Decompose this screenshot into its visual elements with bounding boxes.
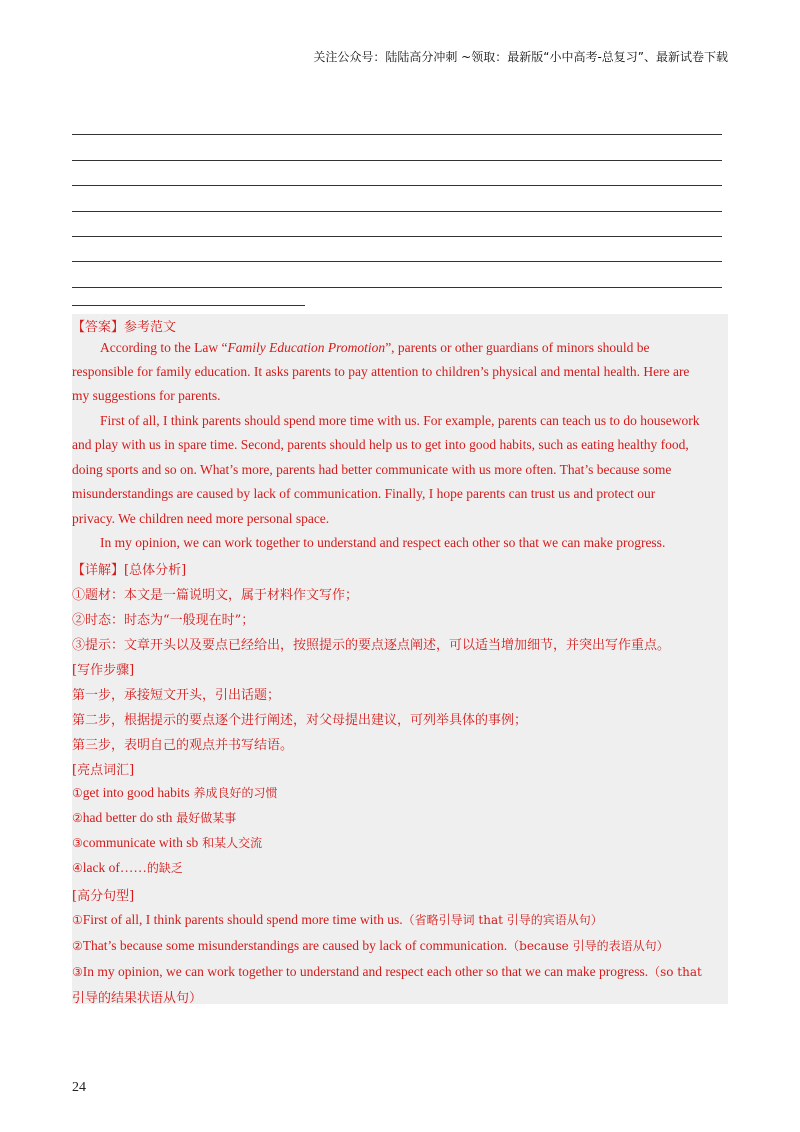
phrase-en: had better do sth [82, 810, 173, 825]
item-number: ③ [72, 965, 83, 979]
page-number: 24 [72, 1080, 86, 1095]
sentence-en: First of all, I think parents should spend more time with us. [82, 912, 403, 927]
vocab-item [72, 784, 277, 801]
essay-line: responsible for family education. It asks parents to pay attention to children’s physical and mental health. Here are [72, 364, 690, 379]
sentence-item [72, 911, 603, 928]
essay-line: misunderstandings are caused by lack of communication. Finally, I hope parents can trust us and protect our [72, 486, 656, 501]
writing-line [72, 262, 722, 287]
essay-line: privacy. We children need more personal space. [72, 511, 330, 526]
essay-line [72, 340, 650, 356]
sentence-note: （so that [648, 965, 702, 979]
phrase-cn: 和某人交流 [198, 836, 263, 850]
answer-section [72, 314, 728, 1004]
writing-line [72, 186, 722, 211]
essay-line: my suggestions for parents. [72, 388, 221, 403]
writing-line [72, 135, 722, 160]
detail-item: ①题材：本文是一篇说明文，属于材料作文写作； [72, 588, 359, 603]
phrase-cn: 最好做某事 [172, 811, 237, 825]
step-item: 第三步，表明自己的观点并书写结语。 [72, 738, 294, 753]
answer-heading: 【答案】参考范文 [72, 320, 177, 335]
detail-item: ②时态：时态为“一般现在时”； [72, 613, 255, 628]
essay-text: ”, parents or other guardians of minors should be [385, 340, 650, 355]
law-title: Family Education Promotion [227, 340, 386, 355]
phrase-cn: 的缺乏 [146, 861, 183, 875]
item-number: ④ [72, 861, 83, 875]
writing-line [72, 110, 722, 135]
essay-line: In my opinion, we can work together to understand and respect each other so that we can make progress. [100, 535, 666, 550]
sentence-en: In my opinion, we can work together to understand and respect each other so that we can make progress. [82, 964, 649, 979]
essay-line: doing sports and so on. What’s more, parents had better communicate with us more often. That’s because some [72, 462, 672, 477]
item-number: ② [72, 811, 83, 825]
steps-heading: [写作步骤] [72, 663, 135, 678]
sentence-item [72, 937, 669, 954]
page-header: 关注公众号：陆陆高分冲刺 ~领取：最新版“小中高考-总复习”、最新试卷下载 [313, 50, 728, 64]
sentence-heading: [高分句型] [72, 889, 135, 904]
item-number: ③ [72, 836, 83, 850]
detail-item: ③提示：文章开头以及要点已经给出，按照提示的要点逐点阐述，可以适当增加细节，并突出写作重点。 [72, 638, 671, 653]
phrase-en: get into good habits [82, 785, 190, 800]
phrase-en: lack of…… [82, 860, 147, 875]
essay-line: First of all, I think parents should spend more time with us. For example, parents can teach us to do housework [100, 413, 700, 428]
vocab-item [72, 809, 236, 826]
step-item: 第一步，承接短文开头，引出话题； [72, 688, 281, 703]
sentence-note: （because 引导的表语从句） [507, 939, 669, 953]
vocab-item [72, 859, 183, 876]
phrase-cn: 养成良好的习惯 [189, 786, 278, 800]
item-number: ① [72, 913, 83, 927]
writing-line [72, 212, 722, 237]
sentence-note-continued: 引导的结果状语从句） [72, 991, 203, 1006]
phrase-en: communicate with sb [82, 835, 199, 850]
item-number: ① [72, 786, 83, 800]
sentence-en: That’s because some misunderstandings are caused by lack of communication. [82, 938, 508, 953]
step-item: 第二步，根据提示的要点逐个进行阐述，对父母提出建议，可列举具体的事例； [72, 713, 528, 728]
vocab-item [72, 834, 262, 851]
sentence-note: （省略引导词 that 引导的宾语从句） [402, 913, 603, 927]
detail-heading: 【详解】[总体分析] [72, 563, 187, 578]
essay-text: According to the Law “ [100, 340, 228, 355]
vocab-heading: [亮点词汇] [72, 763, 135, 778]
sentence-item [72, 963, 702, 980]
separator-line [72, 305, 305, 306]
writing-line [72, 237, 722, 262]
essay-line: and play with us in spare time. Second, parents should help us to get into good habits, such as eating healthy food, [72, 437, 689, 452]
writing-lines [72, 110, 722, 288]
item-number: ② [72, 939, 83, 953]
writing-line [72, 161, 722, 186]
